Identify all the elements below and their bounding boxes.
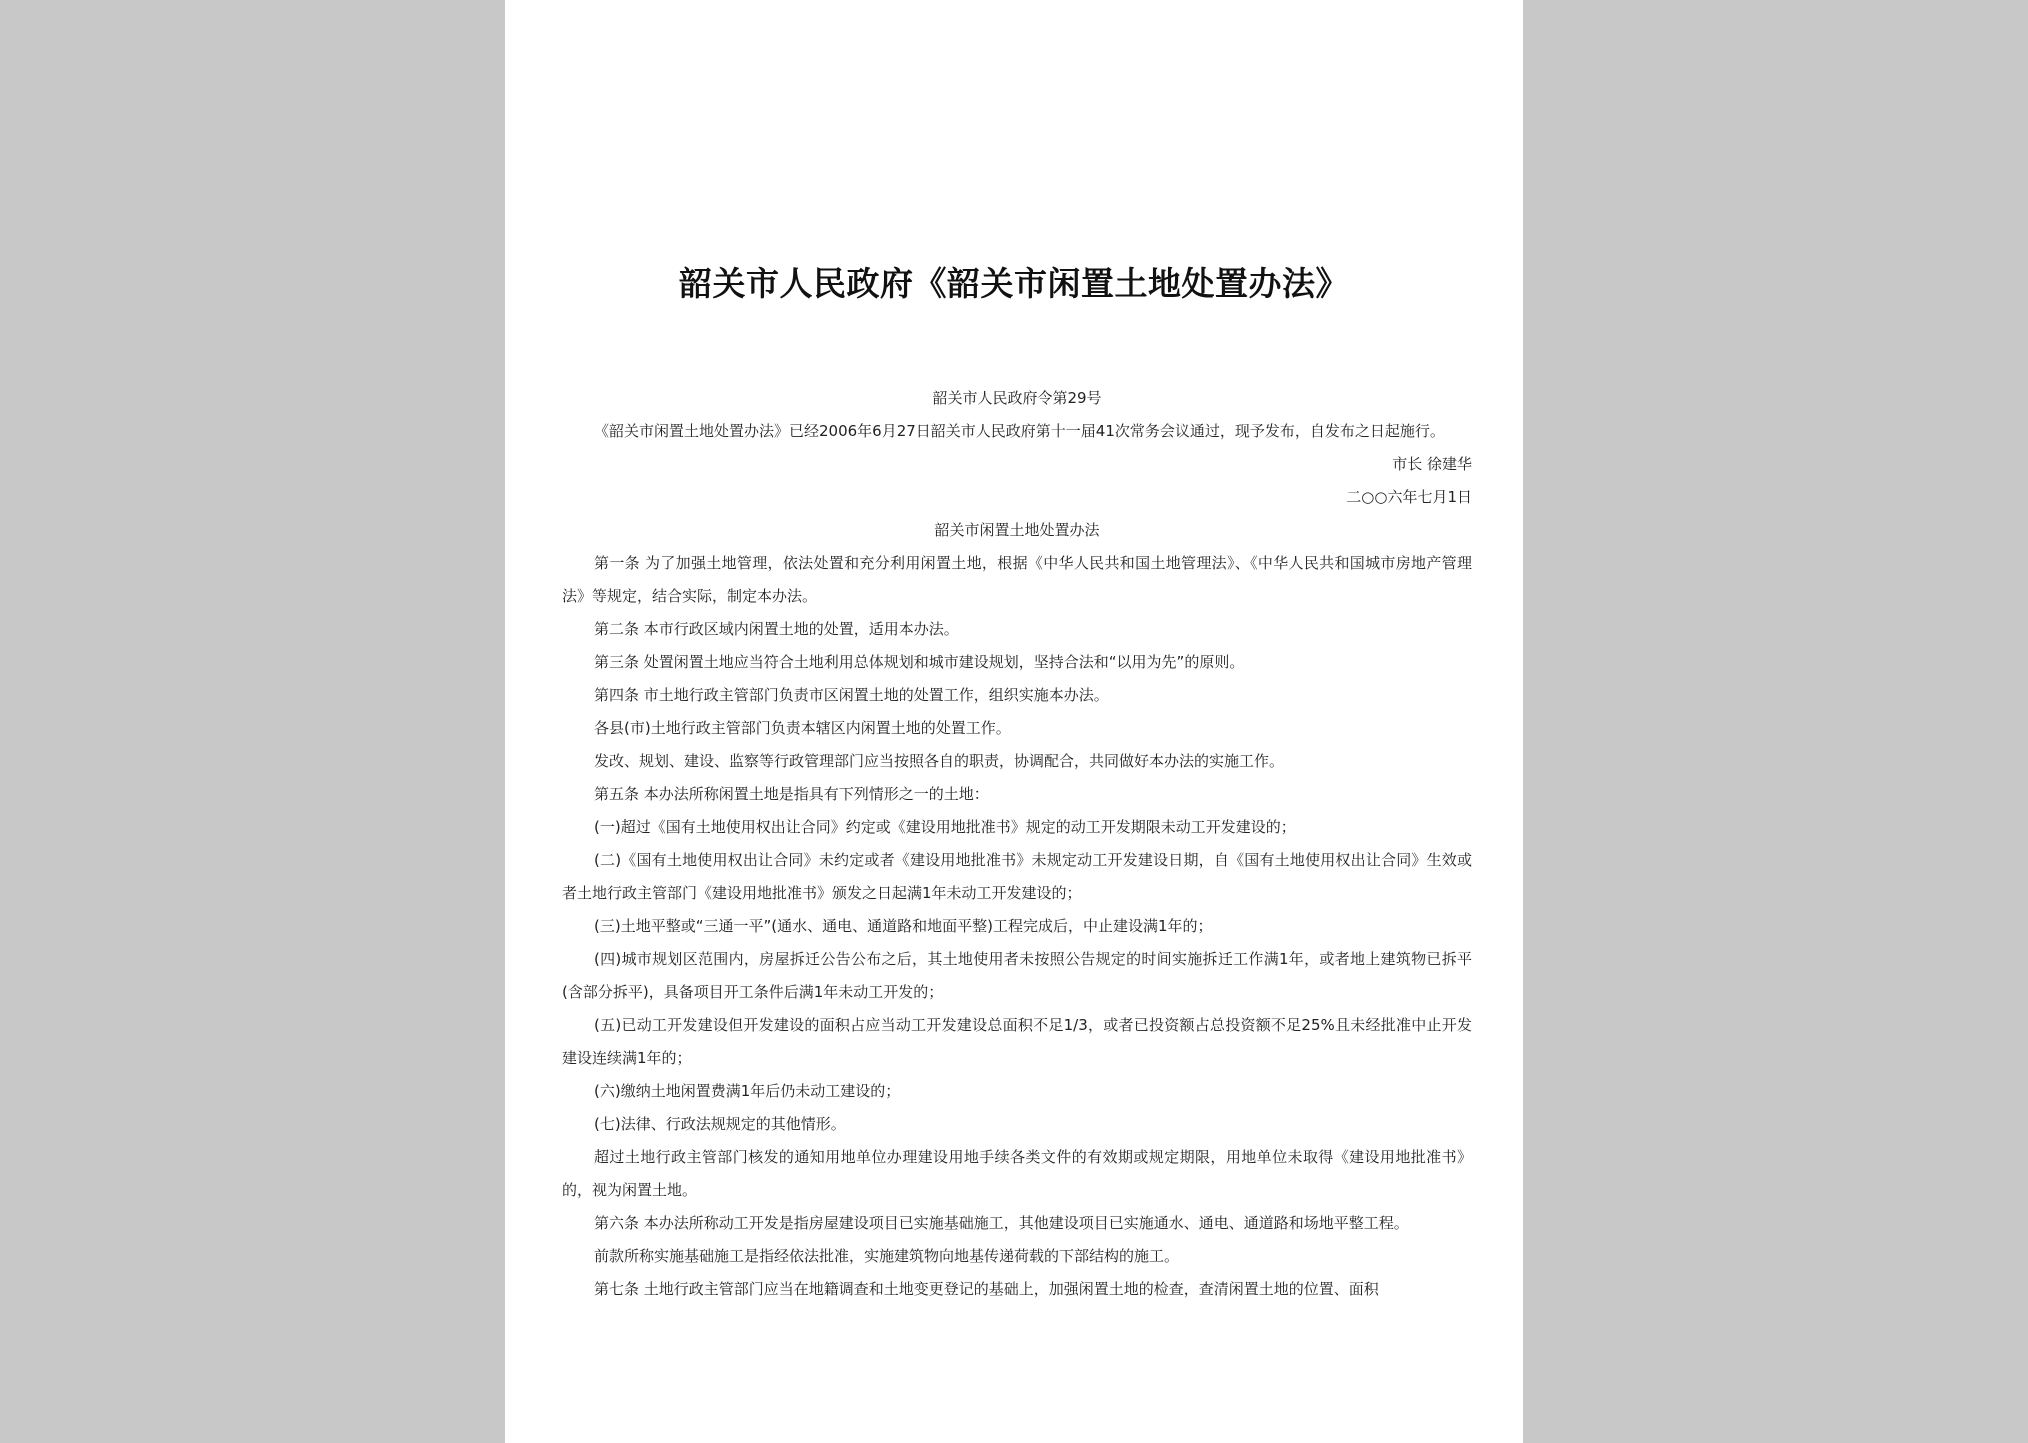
paragraph: 各县(市)土地行政主管部门负责本辖区内闲置土地的处置工作。 [594, 719, 1011, 737]
paragraph: 超过土地行政主管部门核发的通知用地单位办理建设用地手续各类文件的有效期或规定期限，用地单位未取得《建设用地批准书》的，视为闲置土地。 [562, 1148, 1472, 1199]
issue-date: 二○○六年七月1日 [1346, 488, 1472, 506]
signer: 市长 徐建华 [1392, 455, 1472, 473]
paragraph: 前款所称实施基础施工是指经依法批准，实施建筑物向地基传递荷载的下部结构的施工。 [594, 1247, 1180, 1265]
intro-paragraph: 《韶关市闲置土地处置办法》已经2006年6月27日韶关市人民政府第十一届41次常务会议通过，现予发布，自发布之日起施行。 [594, 422, 1445, 440]
paragraph: 第二条 本市行政区域内闲置土地的处置，适用本办法。 [594, 620, 959, 638]
document-title: 韶关市人民政府《韶关市闲置土地处置办法》 [679, 264, 1349, 303]
paragraph: (五)已动工开发建设但开发建设的面积占应当动工开发建设总面积不足1/3，或者已投资额占总投资额不足25%且未经批准中止开发建设连续满1年的； [562, 1016, 1472, 1067]
paragraph: (二)《国有土地使用权出让合同》未约定或者《建设用地批准书》未规定动工开发建设日期，自《国有土地使用权出让合同》生效或者土地行政主管部门《建设用地批准书》颁发之日起满1年未动工开发建设的； [562, 851, 1472, 902]
paragraph: (七)法律、行政法规规定的其他情形。 [594, 1115, 846, 1133]
document-page [505, 0, 1523, 1443]
paragraph: 第五条 本办法所称闲置土地是指具有下列情形之一的土地： [594, 785, 989, 803]
paragraph: (四)城市规划区范围内，房屋拆迁公告公布之后，其土地使用者未按照公告规定的时间实施拆迁工作满1年，或者地上建筑物已拆平(含部分拆平)，具备项目开工条件后满1年未动工开发的； [562, 950, 1472, 1001]
paragraph: 第三条 处置闲置土地应当符合土地利用总体规划和城市建设规划，坚持合法和“以用为先”的原则。 [594, 653, 1245, 671]
paragraph: 第七条 土地行政主管部门应当在地籍调查和土地变更登记的基础上，加强闲置土地的检查，查清闲置土地的位置、面积 [594, 1280, 1379, 1298]
document-body [562, 382, 1472, 1306]
paragraph: (三)土地平整或“三通一平”(通水、通电、通道路和地面平整)工程完成后，中止建设满1年的； [594, 917, 1213, 935]
subtitle: 韶关市闲置土地处置办法 [934, 521, 1100, 539]
paragraph: 第四条 市土地行政主管部门负责市区闲置土地的处置工作，组织实施本办法。 [594, 686, 1109, 704]
paragraph: 第六条 本办法所称动工开发是指房屋建设项目已实施基础施工，其他建设项目已实施通水、通电、通道路和场地平整工程。 [594, 1214, 1409, 1232]
paragraph: 第一条 为了加强土地管理，依法处置和充分利用闲置土地，根据《中华人民共和国土地管理法》、《中华人民共和国城市房地产管理法》等规定，结合实际，制定本办法。 [562, 554, 1472, 605]
paragraph: (六)缴纳土地闲置费满1年后仍未动工建设的； [594, 1082, 901, 1100]
order-number: 韶关市人民政府令第29号 [932, 389, 1102, 407]
paragraph: (一)超过《国有土地使用权出让合同》约定或《建设用地批准书》规定的动工开发期限未动工开发建设的； [594, 818, 1296, 836]
paragraph: 发改、规划、建设、监察等行政管理部门应当按照各自的职责，协调配合，共同做好本办法的实施工作。 [594, 752, 1285, 770]
